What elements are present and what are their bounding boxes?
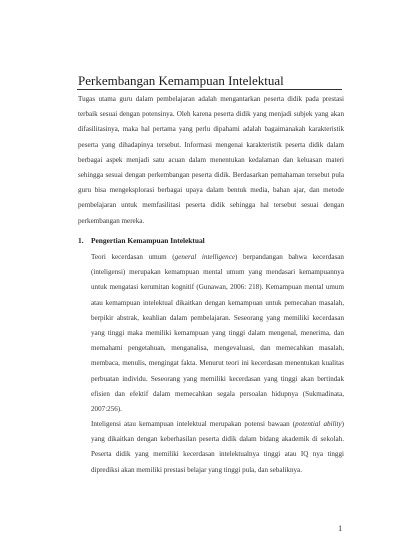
para2-text-a: Inteligensi atau kemampuan intelektual merupakan potensi bawaan (: [91, 420, 296, 428]
section-heading: Pengertian Kemampuan Intelektual: [91, 236, 205, 245]
para2-text-b: ) yang dikaitkan dengan keberhasilan peserta didik dalam bidang akademik di sekolah. Peserta didik yang memiliki kecerdasan intelektualnya tinggi atau IQ nya tinggi diprediksi akan memiliki prestasi belajar yang tinggi pula, dan sebaliknya.: [91, 420, 345, 474]
section-number: 1.: [78, 236, 84, 245]
para2-italic-term: potential ability: [295, 420, 342, 428]
page-title: Perkembangan Kemampuan Intelektual: [78, 73, 284, 88]
para1-text-b: ) berpandangan bahwa kecerdasan (inteligensi) merupakan kemampuan mental umum yang mendasari kemampuannya untuk mengatasi kerumitan kognitif (Gunawan, 2006: 218). Kemampuan mental umum atau kemampuan intelektual dikaitkan dengan kemampuan untuk pemecahan masalah, berpikir abstrak, keahlian dalam pembelajaran. Seseorang yang memiliki kecerdasan yang tinggi maka memiliki kemampuan yang tinggi dalam mengenal, menerima, dan memahami pengetahuan, menganalisa, mengevaluasi, dan memecahkan masalah, membaca, menulis, mengingat fakta. Menurut teori ini kecerdasan menentukan kualitas perbuatan individu. Seseorang yang memiliki kecerdasan yang tinggi akan bertindak efisien dan efektif dalam memecahkan segala persoalan hidupnya (Sukmadinata, 2007:256).: [91, 253, 344, 414]
section-paragraph-2: [91, 417, 344, 478]
title-underline: [77, 89, 342, 90]
page-number: 1: [338, 523, 343, 533]
para1-text-a: Teori kecerdasan umum (: [91, 253, 175, 261]
para1-italic-term: general intelligence: [174, 253, 236, 261]
intro-paragraph: Tugas utama guru dalam pembelajaran adalah mengantarkan peserta didik pada prestasi terbaik sesuai dengan potensinya. Oleh karena peserta didik yang menjadi subjek yang akan difasilitasinya, maka hal pertama yang perlu dipahami adalah bagaimanakah karakteristik peserta yang dihadapinya tersebut. Informasi mengenai karakteristik peserta didik dalam berbagai aspek menjadi satu acuan dalam menentukan kedalaman dan keluasan materi sehingga sesuai dengan perkembangan peserta didik. Berdasarkan pemahaman tersebut pula guru bisa mengeksplorasi berbagai upaya dalam bentuk media, bahan ajar, dan metode pembelajaran untuk memfasilitasi peserta didik sehingga hal tersebut sesuai dengan perkembangan mereka.: [78, 95, 344, 225]
section-paragraph-1: [91, 250, 344, 417]
